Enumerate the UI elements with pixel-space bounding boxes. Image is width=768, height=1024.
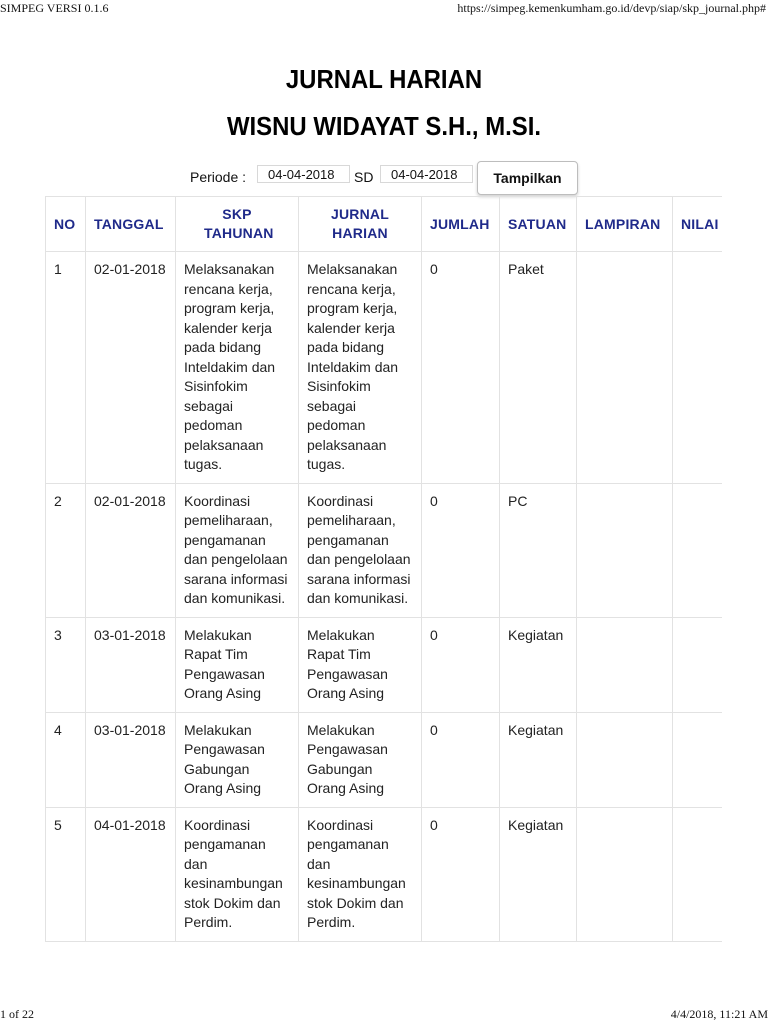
table-row (46, 807, 723, 941)
cell-satuan: PC (500, 483, 577, 617)
journal-table (45, 196, 722, 942)
header-jumlah-label: JUMLAH (430, 215, 490, 232)
header-no (46, 197, 86, 252)
table-header-row (46, 197, 723, 252)
table-row (46, 252, 723, 484)
cell-satuan: Kegiatan (500, 712, 577, 807)
print-footer (0, 1006, 768, 1024)
start-date-input[interactable]: 04-04-2018 (257, 165, 350, 183)
cell-nilai (673, 252, 723, 484)
cell-nilai (673, 483, 723, 617)
print-timestamp: 4/4/2018, 11:21 AM (670, 1007, 768, 1021)
cell-jumlah: 0 (422, 807, 500, 941)
cell-jurnal: Melakukan Rapat Tim Pengawasan Orang Asing (299, 617, 422, 712)
table-row (46, 483, 723, 617)
header-lampiran-label: LAMPIRAN (585, 215, 661, 232)
header-satuan-label: SATUAN (508, 215, 567, 232)
period-filter (190, 160, 610, 200)
cell-no: 3 (46, 617, 86, 712)
cell-tanggal: 03-01-2018 (86, 712, 176, 807)
employee-name: WISNU WIDAYAT S.H., M.SI. (226, 111, 542, 141)
cell-jumlah: 0 (422, 252, 500, 484)
cell-satuan: Paket (500, 252, 577, 484)
sd-label: SD (354, 169, 374, 185)
print-header-app-version: SIMPEG VERSI 0.1.6 (0, 1, 109, 15)
header-nilai (673, 197, 723, 252)
cell-no: 5 (46, 807, 86, 941)
header-lampiran (577, 197, 673, 252)
cell-jumlah: 0 (422, 712, 500, 807)
cell-tanggal: 04-01-2018 (86, 807, 176, 941)
cell-jurnal: Koordinasi pemeliharaan, pengamanan dan pengelolaan sarana informasi dan komunikasi. (299, 483, 422, 617)
header-skp-label: SKP TAHUNAN (204, 206, 274, 241)
header-skp-tahunan (176, 197, 299, 252)
cell-jurnal: Melaksanakan rencana kerja, program kerja, kalender kerja pada bidang Inteldakim dan Sisinfokim sebagai pedoman pelaksanaan tugas. (299, 252, 422, 484)
cell-lampiran (577, 483, 673, 617)
header-jurnal-label: JURNAL HARIAN (331, 206, 389, 241)
cell-tanggal: 02-01-2018 (86, 483, 176, 617)
cell-nilai (673, 617, 723, 712)
cell-no: 1 (46, 252, 86, 484)
cell-jurnal: Melakukan Pengawasan Gabungan Orang Asing (299, 712, 422, 807)
page-title: JURNAL HARIAN (285, 64, 483, 94)
cell-skp: Koordinasi pengamanan dan kesinambungan stok Dokim dan Perdim. (176, 807, 299, 941)
end-date-input[interactable]: 04-04-2018 (380, 165, 473, 183)
cell-skp: Melakukan Pengawasan Gabungan Orang Asing (176, 712, 299, 807)
cell-no: 2 (46, 483, 86, 617)
periode-label: Periode : (190, 169, 247, 185)
tampilkan-button[interactable]: Tampilkan (477, 161, 578, 195)
cell-jurnal: Koordinasi pengamanan dan kesinambungan stok Dokim dan Perdim. (299, 807, 422, 941)
page-count: 1 of 22 (0, 1007, 34, 1021)
cell-skp: Koordinasi pemeliharaan, pengamanan dan pengelolaan sarana informasi dan komunikasi. (176, 483, 299, 617)
cell-tanggal: 02-01-2018 (86, 252, 176, 484)
header-tanggal (86, 197, 176, 252)
cell-nilai (673, 807, 723, 941)
cell-no: 4 (46, 712, 86, 807)
cell-skp: Melakukan Rapat Tim Pengawasan Orang Asing (176, 617, 299, 712)
cell-nilai (673, 712, 723, 807)
cell-lampiran (577, 252, 673, 484)
cell-skp: Melaksanakan rencana kerja, program kerja, kalender kerja pada bidang Inteldakim dan Sisinfokim sebagai pedoman pelaksanaan tugas. (176, 252, 299, 484)
cell-jumlah: 0 (422, 617, 500, 712)
journal-table-container (45, 196, 722, 974)
cell-lampiran (577, 712, 673, 807)
print-header-url: https://simpeg.kemenkumham.go.id/devp/siap/skp_journal.php# (457, 1, 766, 15)
header-jumlah (422, 197, 500, 252)
print-header (0, 0, 768, 18)
header-tanggal-label: TANGGAL (94, 215, 164, 232)
header-jurnal-harian (299, 197, 422, 252)
cell-lampiran (577, 807, 673, 941)
cell-lampiran (577, 617, 673, 712)
header-no-label: NO (54, 215, 76, 232)
header-nilai-label: NILAI (681, 215, 719, 232)
cell-tanggal: 03-01-2018 (86, 617, 176, 712)
cell-satuan: Kegiatan (500, 807, 577, 941)
cell-jumlah: 0 (422, 483, 500, 617)
cell-satuan: Kegiatan (500, 617, 577, 712)
header-satuan (500, 197, 577, 252)
table-row (46, 617, 723, 712)
table-row (46, 712, 723, 807)
